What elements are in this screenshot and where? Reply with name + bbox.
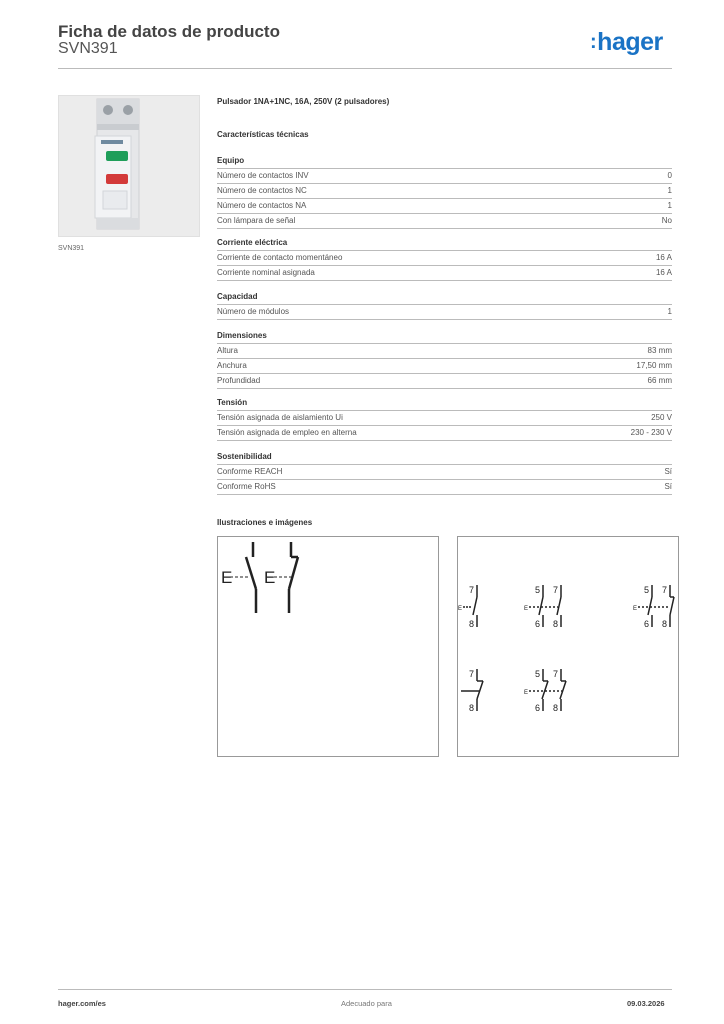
terminal-label: 7 (469, 669, 475, 679)
contact-diagram-icons (458, 537, 678, 756)
spec-value: 17,50 mm (636, 361, 672, 370)
spec-label: Altura (217, 346, 238, 355)
illustrations-title: Ilustraciones e imágenes (217, 518, 313, 527)
terminal-label: 6 (644, 619, 650, 629)
spec-label: Número de contactos INV (217, 171, 309, 180)
spec-label: Número de contactos NA (217, 201, 307, 210)
spec-group-title: Capacidad (217, 292, 258, 301)
spec-row (217, 479, 672, 495)
spec-value: No (661, 216, 672, 225)
terminal-label: 7 (662, 585, 668, 595)
terminal-label: E (524, 606, 529, 612)
terminal-label: 5 (644, 585, 650, 595)
spec-value: 66 mm (647, 376, 672, 385)
spec-value: 0 (667, 171, 672, 180)
spec-group-equipo (217, 154, 672, 229)
spec-row (217, 373, 672, 389)
spec-value: Sí (664, 482, 672, 491)
symbol-label: E (221, 568, 233, 587)
terminal-label: 6 (535, 703, 541, 713)
spec-value: Sí (664, 467, 672, 476)
product-image (58, 95, 200, 237)
spec-label: Con lámpara de señal (217, 216, 296, 225)
wiring-symbol-image (217, 536, 439, 757)
spec-group-title: Corriente eléctrica (217, 238, 288, 247)
footer-website-link[interactable]: hager.com/es (58, 999, 106, 1008)
spec-label: Tensión asignada de empleo en alterna (217, 428, 357, 437)
spec-value: 1 (667, 307, 672, 316)
spec-row (217, 410, 672, 425)
terminal-label: 5 (535, 669, 541, 679)
contact-diagrams-image (457, 536, 679, 757)
spec-row (217, 198, 672, 213)
spec-label: Profundidad (217, 376, 261, 385)
product-description: Pulsador 1NA+1NC, 16A, 250V (2 pulsadores) (217, 97, 390, 106)
footer-date: 09.03.2026 (627, 999, 665, 1008)
push-button-device-icon (59, 96, 199, 236)
terminal-label: 7 (469, 585, 475, 595)
terminal-label: E (458, 606, 463, 612)
technical-characteristics-title: Características técnicas (217, 130, 309, 139)
spec-row (217, 250, 672, 265)
terminal-label: 8 (553, 619, 559, 629)
spec-label: Conforme REACH (217, 467, 283, 476)
spec-group-title: Sostenibilidad (217, 452, 272, 461)
spec-label: Conforme RoHS (217, 482, 276, 491)
spec-row (217, 425, 672, 441)
spec-label: Número de contactos NC (217, 186, 307, 195)
footer-divider (58, 989, 672, 990)
spec-value: 230 - 230 V (630, 428, 672, 437)
terminal-label: 8 (662, 619, 668, 629)
terminal-label: 5 (535, 585, 541, 595)
spec-row (217, 304, 672, 320)
product-image-caption: SVN391 (58, 245, 85, 252)
terminal-label: 6 (535, 619, 541, 629)
spec-value: 16 A (655, 253, 672, 262)
spec-label: Número de módulos (217, 307, 290, 316)
spec-group-title: Tensión (217, 398, 248, 407)
contact-diagram-1 (458, 585, 477, 629)
logo-wordmark: hager (597, 28, 663, 56)
header-divider (58, 68, 672, 69)
spec-group-dimensiones (217, 329, 672, 389)
terminal-label: 8 (553, 703, 559, 713)
contact-diagram-5 (524, 669, 566, 713)
hager-logo (590, 28, 663, 57)
terminal-label: 7 (553, 585, 559, 595)
contact-diagram-4 (461, 669, 483, 713)
spec-row (217, 464, 672, 479)
spec-label: Anchura (217, 361, 247, 370)
spec-label: Tensión asignada de aislamiento Ui (217, 413, 343, 422)
terminal-label: 7 (553, 669, 559, 679)
spec-row (217, 265, 672, 281)
spec-value: 83 mm (647, 346, 672, 355)
spec-row (217, 213, 672, 229)
spec-row (217, 358, 672, 373)
spec-group-capacidad (217, 290, 672, 320)
spec-row (217, 183, 672, 198)
spec-value: 1 (667, 201, 672, 210)
contact-diagram-3 (633, 585, 674, 629)
logo-colon-icon: : (590, 31, 597, 53)
spec-group-title: Dimensiones (217, 331, 267, 340)
terminal-label: E (524, 690, 529, 696)
spec-row (217, 168, 672, 183)
spec-row (217, 343, 672, 358)
spec-value: 250 V (651, 413, 672, 422)
contact-diagram-2 (524, 585, 561, 629)
terminal-label: E (633, 606, 638, 612)
spec-group-title: Equipo (217, 156, 245, 165)
push-button-symbol-icon (218, 537, 438, 756)
spec-value: 16 A (655, 268, 672, 277)
spec-label: Corriente nominal asignada (217, 268, 315, 277)
terminal-label: 8 (469, 703, 475, 713)
symbol-label: E (264, 568, 276, 587)
spec-value: 1 (667, 186, 672, 195)
spec-label: Corriente de contacto momentáneo (217, 253, 343, 262)
page-title: Ficha de datos de producto (58, 22, 280, 41)
spec-group-corriente (217, 236, 672, 281)
spec-group-tension (217, 396, 672, 441)
terminal-label: 8 (469, 619, 475, 629)
spec-group-sostenibilidad (217, 450, 672, 495)
footer-suitability: Adecuado para (341, 999, 392, 1008)
product-reference: SVN391 (58, 40, 118, 57)
